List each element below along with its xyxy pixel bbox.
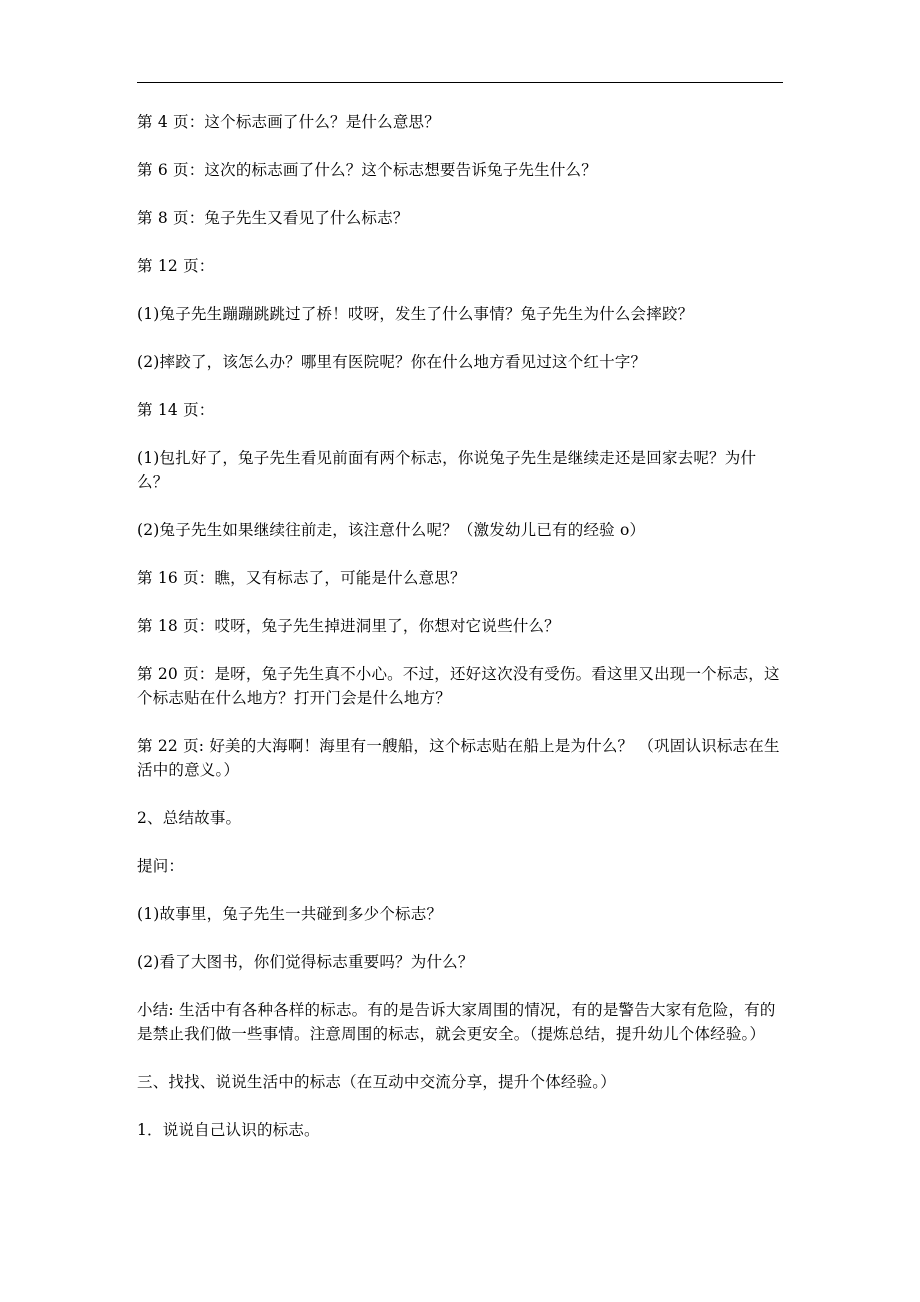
questions-label: 提问：: [137, 857, 185, 875]
paragraph-page18: 第 18 页：哎呀，兔子先生掉进洞里了，你想对它说些什么？: [137, 617, 560, 635]
paragraph-page12-heading: 第 12 页：: [137, 257, 215, 275]
section-three-heading: 三、找找、说说生活中的标志（在互动中交流分享，提升个体经验。）: [137, 1073, 616, 1091]
paragraph-page14-q1: (1)包扎好了，兔子先生看见前面有两个标志，你说兔子先生是继续走还是回家去呢？为什么？: [137, 449, 757, 491]
paragraph-page8: 第 8 页：兔子先生又看见了什么标志？: [137, 209, 409, 227]
question-2: (2)看了大图书，你们觉得标志重要吗？为什么？: [137, 953, 474, 971]
paragraph-page20: 第 20 页：是呀，兔子先生真不小心。不过，还好这次没有受伤。看这里又出现一个标志，这个标志贴在什么地方？打开门会是什么地方？: [137, 665, 780, 707]
paragraph-page14-heading: 第 14 页：: [137, 401, 215, 419]
paragraph-page14-q2: (2)兔子先生如果继续往前走，该注意什么呢？（激发幼儿已有的经验 o）: [137, 521, 646, 539]
paragraph-page12-q1: (1)兔子先生蹦蹦跳跳过了桥！哎呀，发生了什么事情？兔子先生为什么会摔跤？: [137, 305, 694, 323]
summary-paragraph: 小结: 生活中有各种各样的标志。有的是告诉大家周围的情况，有的是警告大家有危险，有的是禁止我们做一些事情。注意周围的标志，就会更安全。（提炼总结，提升幼儿个体经验。）: [137, 1001, 776, 1043]
paragraph-page6: 第 6 页：这次的标志画了什么？这个标志想要告诉兔子先生什么？: [137, 161, 597, 179]
header-rule: [137, 82, 783, 83]
paragraph-page22: 第 22 页: 好美的大海啊！海里有一艘船，这个标志贴在船上是为什么？ （巩固认识标志在生活中的意义。）: [137, 737, 780, 779]
paragraph-page16: 第 16 页：瞧，又有标志了，可能是什么意思？: [137, 569, 466, 587]
paragraph-page4: 第 4 页：这个标志画了什么？是什么意思？: [137, 113, 440, 131]
question-1: (1)故事里，兔子先生一共碰到多少个标志？: [137, 905, 443, 923]
section-summary-heading: 2、总结故事。: [137, 809, 242, 827]
section-three-item-1: 1．说说自己认识的标志。: [137, 1121, 320, 1139]
paragraph-page12-q2: (2)摔跤了，该怎么办？哪里有医院呢？你在什么地方看见过这个红十字？: [137, 353, 647, 371]
document-body: [137, 110, 783, 1166]
